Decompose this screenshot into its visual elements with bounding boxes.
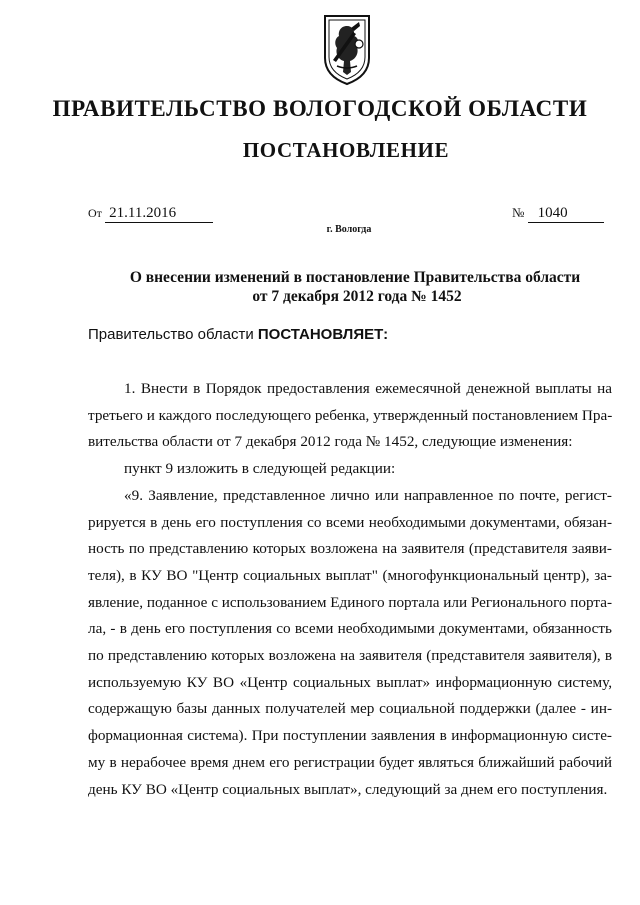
- document-kind-title: ПОСТАНОВЛЕНИЕ: [242, 138, 450, 162]
- subject-line: О внесении изменений в постановление Правительства области: [129, 269, 581, 286]
- document-subject: [0, 268, 640, 306]
- body-line: рируется в день его поступления со всеми необходимыми документами, обязан-: [88, 513, 612, 531]
- body-line: му в нерабочее время днем его регистрации будет являться ближайший рабочий: [88, 753, 612, 771]
- resolution-statement: [88, 326, 388, 343]
- number-value: 1040: [528, 205, 604, 223]
- body-line: теля), в КУ ВО "Центр социальных выплат" (многофункциональный центр), за-: [88, 566, 612, 584]
- body-line: содержащую базы данных получателей мер социальной поддержки (далее - ин-: [88, 700, 612, 718]
- body-line: третьего и каждого последующего ребенка, утвержденный постановлением Пра-: [88, 406, 613, 424]
- body-line: 1. Внести в Порядок предоставления ежемесячной денежной выплаты на: [124, 380, 612, 397]
- number-row: [512, 205, 604, 223]
- body-line: ла, - в день его поступления со всеми необходимыми документами, обязанность: [88, 620, 612, 638]
- body-line: «9. Заявление, представленное лично или направленное по почте, регист-: [124, 486, 612, 504]
- body-line: ность по представлению которых возложена на заявителя (представителя заяви-: [88, 540, 612, 558]
- body-line: явление, поданное с использованием Единого портала или Регионального порта-: [88, 593, 613, 611]
- body-line: формационная система). При поступлении заявления в информационную систе-: [88, 727, 612, 745]
- body-line: пункт 9 изложить в следующей редакции:: [124, 460, 396, 478]
- body-line: по представлению которых возложена на заявителя (представителя заявителя), в: [88, 647, 612, 665]
- date-value: 21.11.2016: [105, 205, 213, 223]
- coat-of-arms-icon: [323, 14, 371, 86]
- date-prefix: От: [88, 206, 102, 220]
- body-line: день КУ ВО «Центр социальных выплат», следующий за днем его поступления.: [88, 780, 608, 798]
- city-label: г. Вологда: [326, 224, 372, 235]
- number-prefix: №: [512, 205, 525, 220]
- body-line: используемую КУ ВО «Центр социальных выплат» информационную систему,: [88, 673, 612, 691]
- date-row: [88, 205, 213, 223]
- document-body: [88, 376, 612, 803]
- resolution-verb: ПОСТАНОВЛЯЕТ:: [257, 326, 389, 343]
- government-title: ПРАВИТЕЛЬСТВО ВОЛОГОДСКОЙ ОБЛАСТИ: [52, 96, 588, 121]
- subject-line: от 7 декабря 2012 года № 1452: [252, 288, 462, 305]
- body-line: вительства области от 7 декабря 2012 года № 1452, следующие изменения:: [88, 433, 573, 451]
- resolution-prefix: Правительство области: [88, 326, 258, 343]
